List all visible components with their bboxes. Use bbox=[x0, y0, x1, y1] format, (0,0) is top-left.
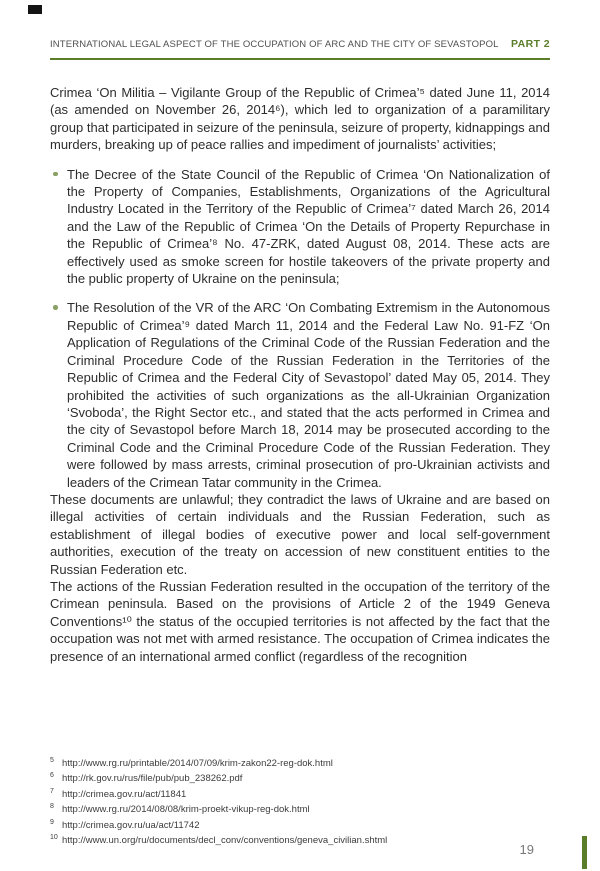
paragraph: These documents are unlawful; they contradict the laws of Ukraine and are based on illegal activities of certain individuals and the Russian Federation, such as establishment of illegal bodies of executive power and local self-government authorities, execution of the treaty on accession of new constituent entities to the Russian Federation etc. bbox=[50, 491, 550, 577]
page-header bbox=[50, 38, 550, 60]
page-number: 19 bbox=[519, 842, 534, 857]
footnote-url: http://crimea.gov.ru/ua/act/11742 bbox=[62, 819, 200, 831]
bullet-text: The Resolution of the VR of the ARC ‘On Combating Extremism in the Autonomous Republic of Crimea’⁹ dated March 11, 2014 and the Federal Law No. 91-FZ ‘On Application of Regulations of the Criminal Code of the Russian Federation and the Criminal Procedure Code of the Russian Federation in the Territories of the Republic of Crimea and the Federal City of Sevastopol’ dated May 05, 2014. They prohibited the activities of such organizations as the all-Ukrainian Organization ‘Svoboda’, the Right Sector etc., and stated that the acts performed in Crimea and the city of Sevastopol before March 18, 2014 may be prosecuted according to the Criminal Code and the Criminal Procedure Code of the Russian Federation. They were followed by mass arrests, criminal prosecution of pro-Ukrainian activists and leaders of the Crimean Tatar community in the Crimea. bbox=[67, 300, 550, 490]
footnote-number: 10 bbox=[50, 834, 58, 842]
scan-artifact bbox=[28, 5, 42, 14]
footnote-url: http://www.un.org/ru/documents/decl_conv/conventions/geneva_civilian.shtml bbox=[62, 835, 388, 847]
paragraph-continuation: Crimea ‘On Militia – Vigilante Group of the Republic of Crimea’⁵ dated June 11, 2014 (as amended on November 26, 2014⁶), which led to organization of a paramilitary group that participated in seizure of the peninsula, seizure of property, kidnappings and murders, breaking up of peace rallies and impediment of journalists’ activities; bbox=[50, 85, 550, 153]
part-label: PART 2 bbox=[511, 38, 550, 50]
paragraph: The actions of the Russian Federation resulted in the occupation of the territory of the Crimean peninsula. Based on the provisions of Article 2 of the 1949 Geneva Conventions¹⁰ the status of the occupied territories is not affected by the fact that the occupation was not met with armed resistance. The occupation of Crimea indicates the presence of an international armed conflict (regardless of the recognition bbox=[50, 578, 550, 664]
footnotes-section bbox=[50, 755, 550, 847]
footnote bbox=[50, 832, 550, 847]
page-accent-bar bbox=[582, 836, 587, 869]
body-content bbox=[50, 84, 550, 665]
footnote-url: http://crimea.gov.ru/act/11841 bbox=[62, 788, 187, 800]
footnote bbox=[50, 755, 550, 770]
footnote-url: http://rk.gov.ru/rus/file/pub/pub_238262.pdf bbox=[62, 773, 243, 785]
footnote-number: 8 bbox=[50, 803, 54, 811]
bullet-text: The Decree of the State Council of the Republic of Crimea ‘On Nationalization of the Property of Companies, Establishments, Organizations of the Agricultural Industry Located in the Territory of the Republic of Crimea’⁷ dated March 26, 2014 and the Law of the Republic of Crimea ‘On the Details of Property Repurchase in the Republic of Crimea’⁸ No. 47-ZRK, dated August 08, 2014. These acts are effectively used as smoke screen for hostile takeovers of the private property and the public property of Ukraine on the peninsula; bbox=[67, 166, 550, 287]
running-header-title: INTERNATIONAL LEGAL ASPECT OF THE OCCUPATION OF ARC AND THE CITY OF SEVASTOPOL bbox=[50, 39, 499, 50]
footnote bbox=[50, 786, 550, 801]
footnote-number: 7 bbox=[50, 787, 54, 795]
bullet-icon bbox=[53, 305, 58, 310]
footnote bbox=[50, 817, 550, 832]
footnote-number: 9 bbox=[50, 818, 54, 826]
list-item bbox=[67, 299, 550, 490]
footnote-number: 5 bbox=[50, 757, 54, 764]
footnote-url: http://www.rg.ru/2014/08/08/krim-proekt-vikup-reg-dok.html bbox=[62, 804, 310, 816]
footnote-number: 6 bbox=[50, 772, 54, 780]
footnote-url: http://www.rg.ru/printable/2014/07/09/krim-zakon22-reg-dok.html bbox=[62, 758, 333, 769]
bullet-icon bbox=[53, 172, 58, 177]
list-item bbox=[67, 166, 550, 288]
footnote bbox=[50, 770, 550, 785]
footnote bbox=[50, 801, 550, 816]
